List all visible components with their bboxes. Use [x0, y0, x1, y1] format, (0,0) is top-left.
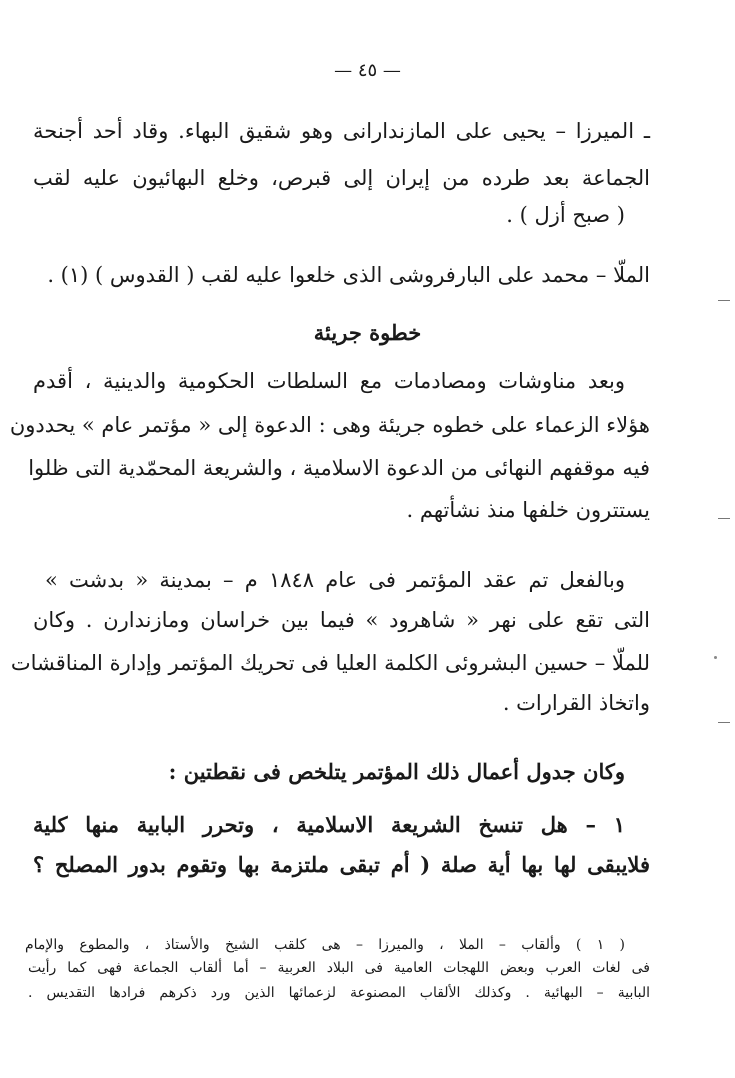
- margin-mark: [718, 722, 730, 723]
- body-line: للملّا – حسين البشروئى الكلمة العليا فى تحريك المؤتمر وإدارة المناقشات: [10, 651, 650, 675]
- body-line: هؤلاء الزعماء على خطوه جريئة وهى : الدعوة إلى « مؤتمر عام » يحددون: [9, 413, 650, 437]
- page-number: — ٤٥ —: [334, 60, 401, 81]
- body-line: يستترون خلفها منذ نشأتهم .: [406, 498, 650, 522]
- body-line: الجماعة بعد طرده من إيران إلى قبرص، وخلع البهائيون عليه لقب: [33, 166, 650, 190]
- margin-mark: [718, 300, 730, 301]
- body-line: ـ الميرزا – يحيى على المازندارانى وهو شقيق البهاء. وقاد أحد أجنحة: [33, 119, 650, 143]
- footnote-line: البابية – البهائية . وكذلك الألقاب المصنوعة لزعمائها الذين ورد ذكرهم فرادها التقديس .: [28, 985, 650, 1001]
- footnote-line: فى لغات العرب وبعض اللهجات العامية فى البلاد العربية – أما ألقاب الجماعة فهى كما رأيت: [28, 960, 650, 976]
- body-line: وكان جدول أعمال ذلك المؤتمر يتلخص فى نقطتين :: [168, 759, 625, 784]
- section-heading: خطوة جريئة: [313, 320, 422, 345]
- body-line: ( صبح أزل ) .: [506, 203, 625, 227]
- body-line: وبالفعل تم عقد المؤتمر فى عام ١٨٤٨ م – بمدينة « بدشت »: [45, 568, 625, 592]
- body-line: وبعد مناوشات ومصادمات مع السلطات الحكومية والدينية ، أقدم: [33, 369, 625, 393]
- body-line: التى تقع على نهر « شاهرود » فيما بين خراسان ومازندارن . وكان: [33, 608, 650, 632]
- margin-mark: [718, 518, 730, 519]
- body-line: فلايبقى لها بها أية صلة ( أم تبقى ملتزمة بها وتقوم بدور المصلح ؟: [33, 852, 650, 877]
- body-line: ١ – هل تنسخ الشريعة الاسلامية ، وتحرر البابية منها كلية: [33, 812, 625, 837]
- body-line: واتخاذ القرارات .: [502, 691, 650, 715]
- footnote-line: ( ١ ) وألقاب – الملا ، والميرزا – هى كلقب الشيخ والأستاذ ، والمطوع والإمام: [25, 937, 625, 953]
- body-line: الملّا – محمد على البارفروشى الذى خلعوا عليه لقب ( القدوس ) (١) .: [47, 263, 650, 287]
- body-line: فيه موقفهم النهائى من الدعوة الاسلامية ، والشريعة المحمّدية التى ظلوا: [28, 456, 650, 480]
- margin-dot: [714, 656, 717, 659]
